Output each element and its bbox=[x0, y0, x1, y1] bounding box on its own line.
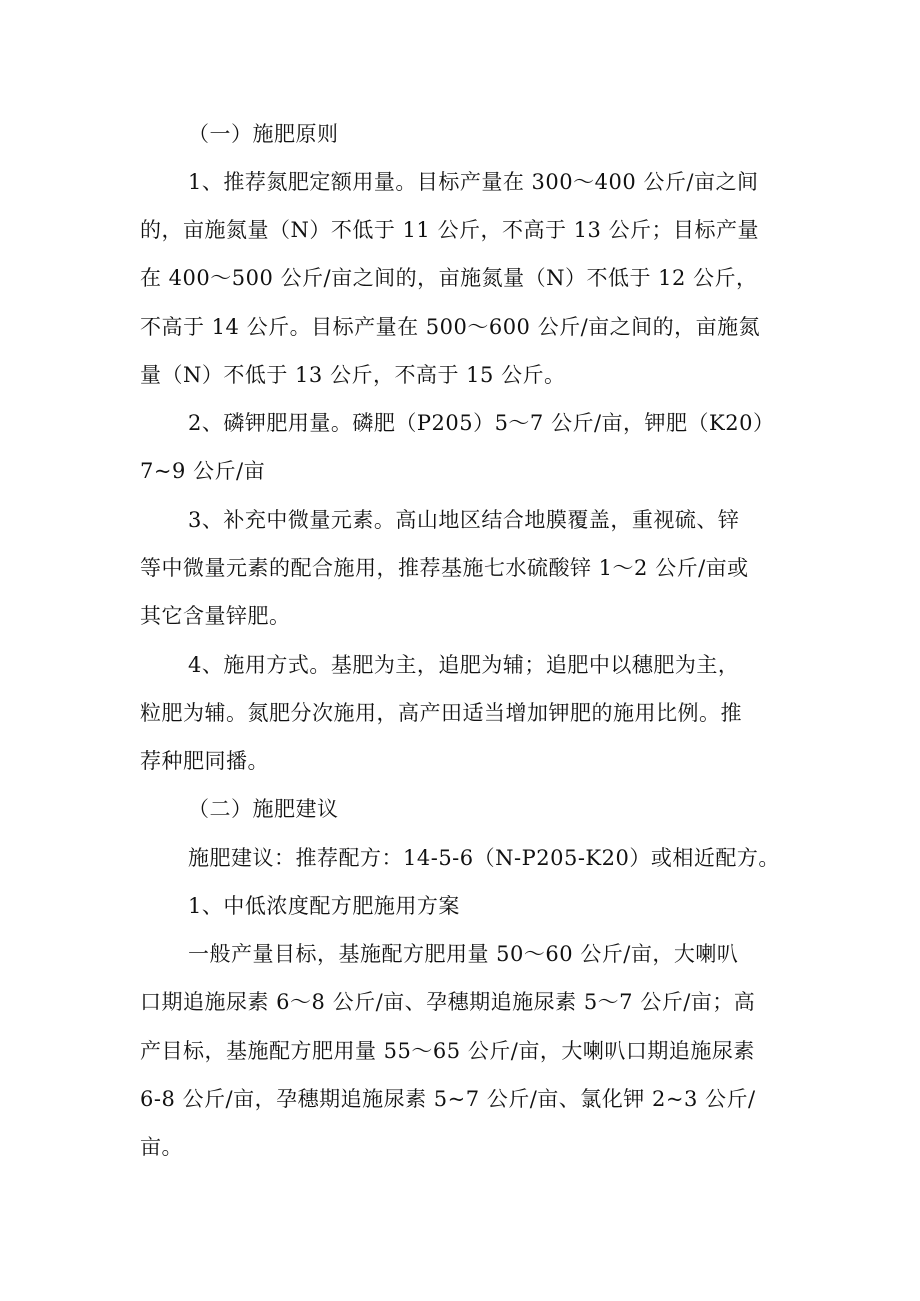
paragraph-pk-line-1: 2、磷钾肥用量。磷肥（P205）5～7 公斤/亩，钾肥（K20） bbox=[188, 411, 775, 435]
paragraph-method-line-3: 荐种肥同播。 bbox=[140, 749, 269, 773]
section-heading-principles: （一）施肥原则 bbox=[188, 122, 339, 146]
paragraph-formula: 施肥建议：推荐配方：14-5-6（N-P205-K20）或相近配方。 bbox=[188, 846, 780, 870]
paragraph-plan-line-2: 口期追施尿素 6～8 公斤/亩、孕穗期追施尿素 5～7 公斤/亩；高 bbox=[140, 990, 756, 1014]
paragraph-method-line-2: 粒肥为辅。氮肥分次施用，高产田适当增加钾肥的施用比例。推 bbox=[140, 701, 742, 725]
paragraph-nitrogen-line-3: 在 400～500 公斤/亩之间的，亩施氮量（N）不低于 12 公斤， bbox=[140, 266, 758, 290]
subheading-low-concentration: 1、中低浓度配方肥施用方案 bbox=[188, 894, 460, 918]
paragraph-micro-line-2: 等中微量元素的配合施用，推荐基施七水硫酸锌 1～2 公斤/亩或 bbox=[140, 556, 749, 580]
paragraph-micro-line-3: 其它含量锌肥。 bbox=[140, 604, 291, 628]
paragraph-plan-line-3: 产目标，基施配方肥用量 55～65 公斤/亩，大喇叭口期追施尿素 bbox=[140, 1039, 755, 1063]
paragraph-micro-line-1: 3、补充中微量元素。高山地区结合地膜覆盖，重视硫、锌 bbox=[188, 508, 740, 532]
paragraph-method-line-1: 4、施用方式。基肥为主，追肥为辅；追肥中以穗肥为主， bbox=[188, 653, 740, 677]
paragraph-plan-line-4: 6-8 公斤/亩，孕穗期追施尿素 5~7 公斤/亩、氯化钾 2~3 公斤/ bbox=[140, 1087, 756, 1111]
paragraph-pk-line-2: 7~9 公斤/亩 bbox=[140, 459, 266, 483]
section-heading-suggestions: （二）施肥建议 bbox=[188, 797, 339, 821]
paragraph-nitrogen-line-2: 的，亩施氮量（N）不低于 11 公斤，不高于 13 公斤；目标产量 bbox=[140, 218, 760, 242]
paragraph-plan-line-1: 一般产量目标，基施配方肥用量 50～60 公斤/亩，大喇叭 bbox=[188, 942, 739, 966]
paragraph-plan-line-5: 亩。 bbox=[140, 1135, 183, 1159]
paragraph-nitrogen-line-1: 1、推荐氮肥定额用量。目标产量在 300～400 公斤/亩之间 bbox=[188, 170, 759, 194]
paragraph-nitrogen-line-4: 不高于 14 公斤。目标产量在 500～600 公斤/亩之间的，亩施氮 bbox=[140, 315, 761, 339]
paragraph-nitrogen-line-5: 量（N）不低于 13 公斤，不高于 15 公斤。 bbox=[140, 363, 566, 387]
